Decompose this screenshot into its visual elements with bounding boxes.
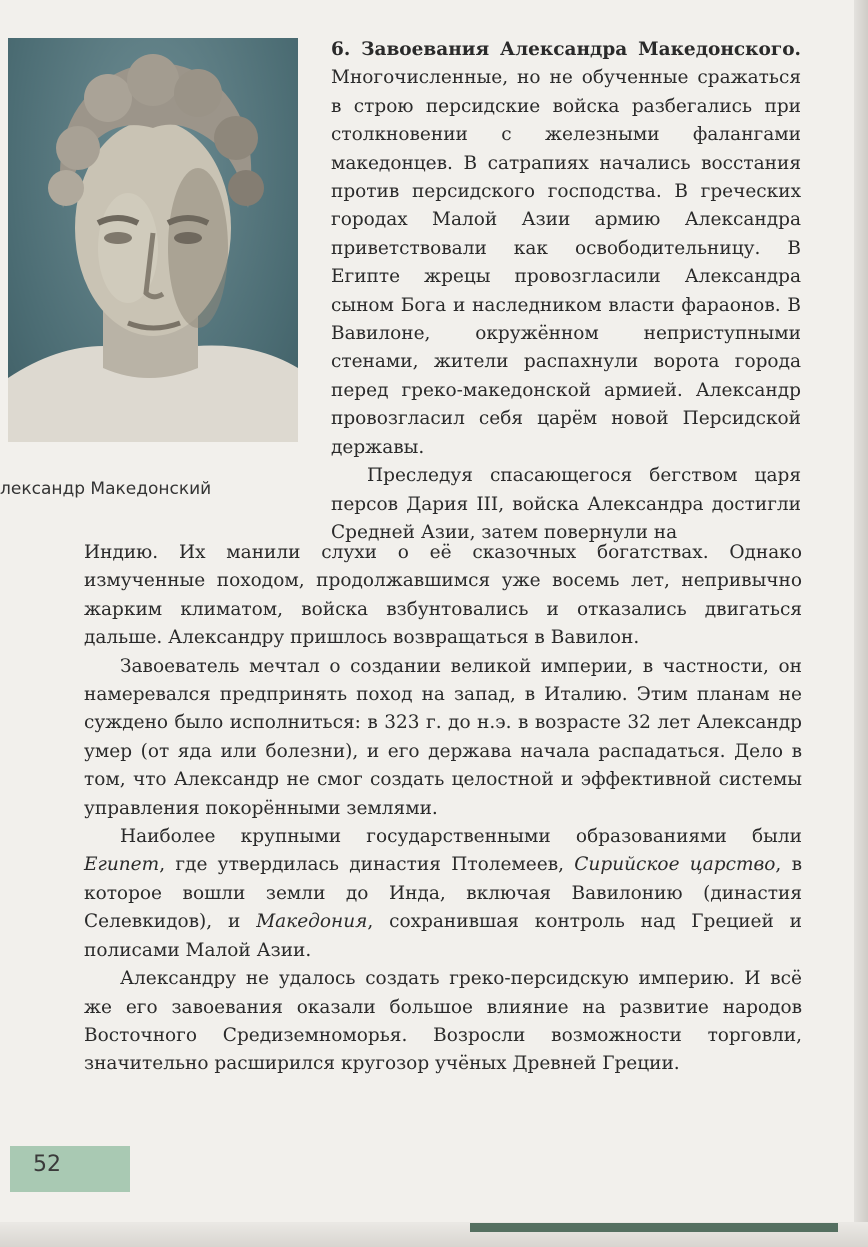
paragraph-3: Завоеватель мечтал о создании великой империи, в частности, он намеревался предпринять поход на запад, в Италию. Этим планам не суждено было исполниться: в 323 г. до н.э. в возрасте 32 лет Александр умер (от яда или болезни), и его держава начала распадаться. Дело в том, что Александр не смог создать целостной и эффективной системы управления покорёнными землями. xyxy=(84,655,802,819)
paragraph-2-start: Преследуя спасающегося бегством царя персов Дария III, войска Александра достигли Средней Азии, затем повернули на xyxy=(331,465,801,543)
page-bottom-strip xyxy=(470,1223,838,1232)
paragraph-1-text: Многочисленные, но не обученные сражаться в строю персидские войска разбегались при столкновении с железными фалангами македонцев. В сатрапиях начались восстания против персидского господства. В греческих городах Малой Азии армию Александра приветствовали как освободительницу. В Египте жрецы провозгласили Александра сыном Бога и наследником власти фараонов. В Вавилоне, окружённом неприступными стенами, жители распахнули ворота города перед греко-македонской армией. Александр провозгласил себя царём новой Персидской державы. xyxy=(331,67,801,458)
term-macedonia: Македония xyxy=(256,911,368,933)
paragraph-1 xyxy=(331,36,801,462)
page-number: 52 xyxy=(33,1152,61,1177)
paragraph-5: Александру не удалось создать греко-персидскую империю. И всё же его завоевания оказали большое влияние на развитие народов Восточного Средиземноморья. Возросли возможности торговли, значительно расширился кругозор учёных Древней Греции. xyxy=(84,968,802,1075)
main-text xyxy=(84,539,802,1079)
paragraph-4 xyxy=(84,823,802,965)
section-heading: 6. Завоевания Александра Македонского. xyxy=(331,39,801,60)
paragraph-4-text-2: , где утвердилась династия Птолемеев, xyxy=(159,854,575,876)
paragraph-4-text-1: Наиболее крупными государственными образованиями были xyxy=(120,826,802,848)
portrait-caption: лександр Македонский xyxy=(0,479,212,499)
bust-illustration xyxy=(8,38,298,442)
paragraph-2-end: Индию. Их манили слухи о её сказочных богатствах. Однако измученные походом, продолжавшимся уже восемь лет, непривычно жарким климатом, войска взбунтовались и отказались двигаться дальше. Александру пришлось возвращаться в Вавилон. xyxy=(84,542,802,649)
alexander-portrait-image xyxy=(8,38,298,442)
term-egypt: Египет xyxy=(84,854,160,876)
page-number-box xyxy=(10,1146,130,1192)
section-intro xyxy=(331,36,801,547)
page-edge xyxy=(854,0,868,1247)
paragraph-4-text-3: , в которое вошли земли до Инда, включая Вавилонию (династия Селевкидов), и xyxy=(84,854,802,933)
term-syria: Сирийское царство xyxy=(574,854,776,876)
paragraph-4-text-4: , сохранившая контроль над Грецией и полисами Малой Азии. xyxy=(84,911,803,961)
